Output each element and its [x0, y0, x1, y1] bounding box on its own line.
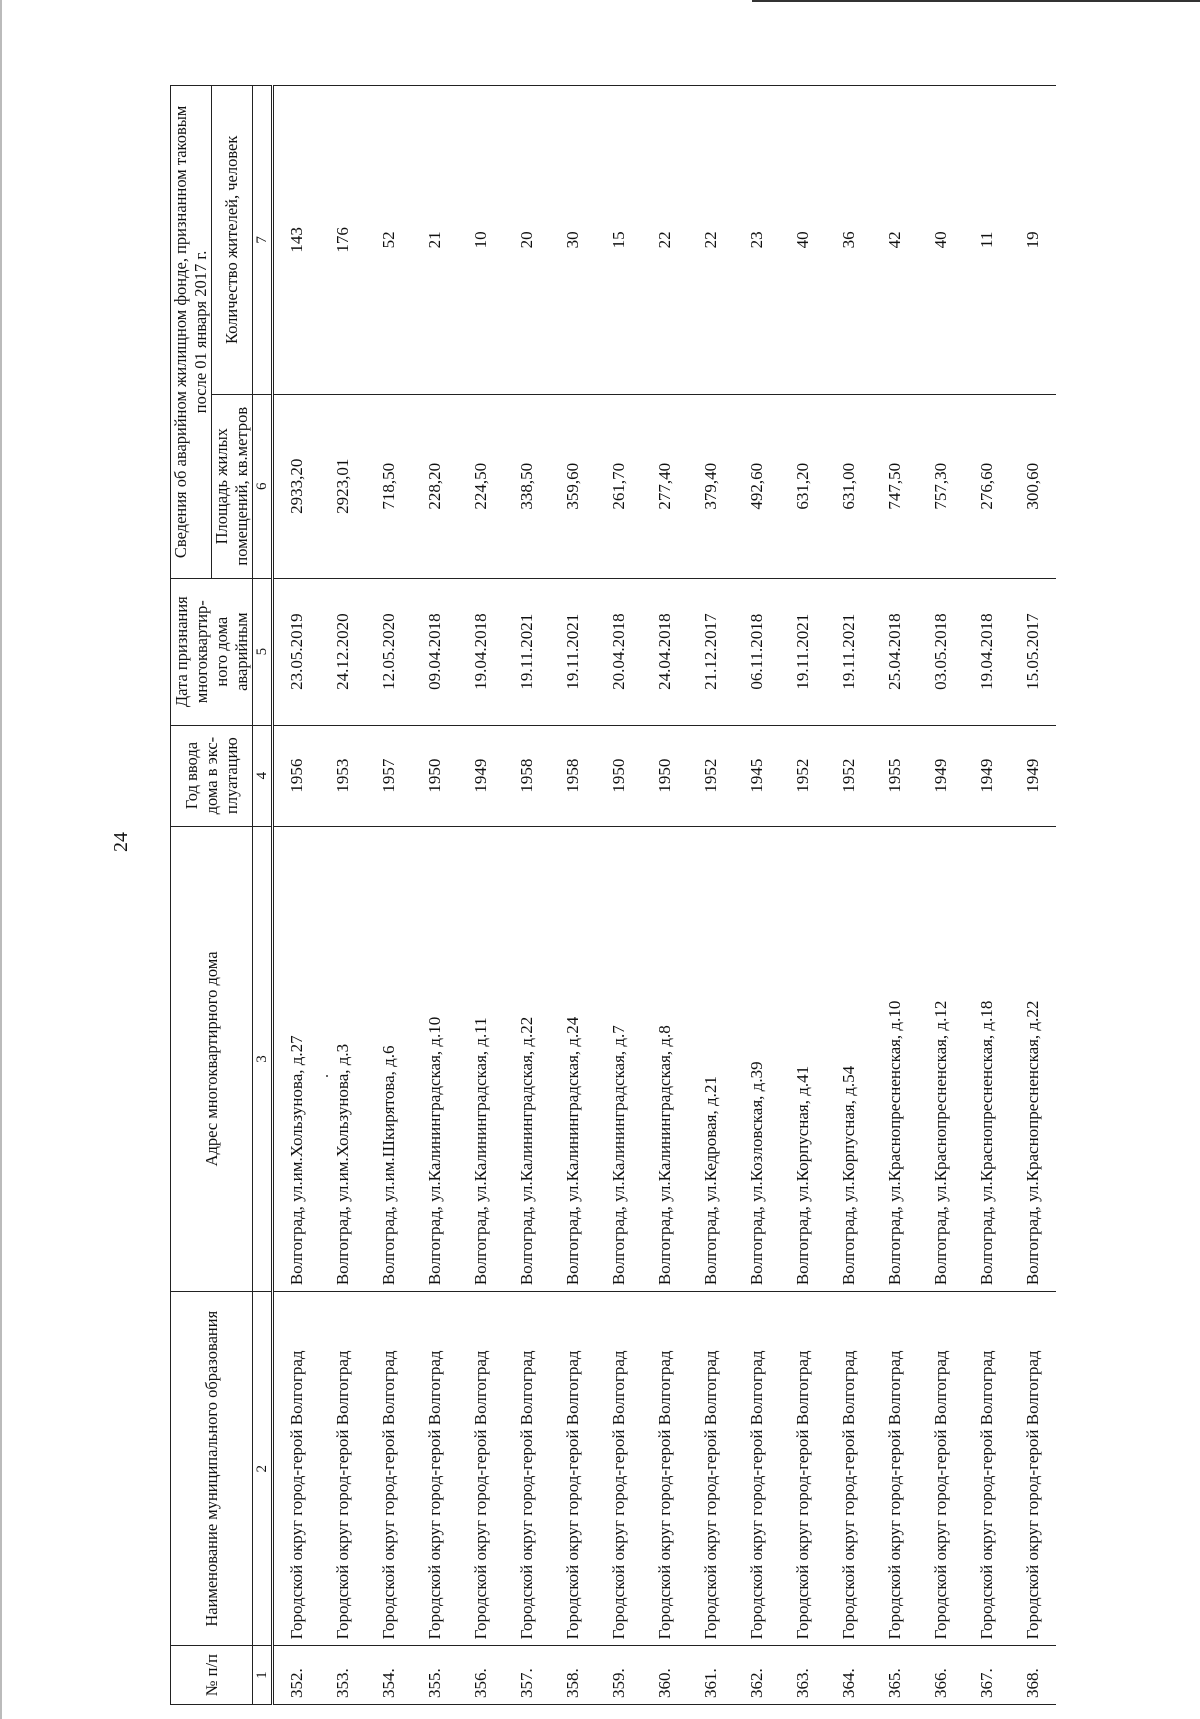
row-address: Волгоград, ул.Краснопресненская, д.22 — [1010, 826, 1056, 1291]
document-sheet — [170, 85, 1085, 1705]
row-year: 1950 — [642, 725, 688, 826]
row-address: Волгоград, ул.Краснопресненская, д.18 — [964, 826, 1010, 1291]
table-row — [734, 86, 780, 1705]
row-area: 276,60 — [964, 394, 1010, 578]
row-people: 19 — [1010, 86, 1056, 395]
row-address: Волгоград, ул.Корпусная, д.41 — [780, 826, 826, 1291]
row-number: 366. — [918, 1646, 964, 1705]
row-year: 1958 — [550, 725, 596, 826]
row-date: 19.04.2018 — [458, 578, 504, 725]
header-group: Сведения об аварийном жилищном фонде, признанном таковым после 01 января 2017 г. — [171, 86, 212, 579]
header-area: Площадь жилых помещений, кв.метров — [212, 394, 253, 578]
row-number: 365. — [872, 1646, 918, 1705]
row-address: Волгоград, ул.Корпусная, д.54 — [826, 826, 872, 1291]
row-address: Волгоград, ул.Калининградская, д.10 — [412, 826, 458, 1291]
table-row — [366, 86, 412, 1705]
row-area: 261,70 — [596, 394, 642, 578]
header-year: Год ввода дома в экс-плуатацию — [171, 725, 253, 826]
row-year: 1950 — [596, 725, 642, 826]
row-people: 22 — [642, 86, 688, 395]
row-area: 2933,20 — [273, 394, 321, 578]
row-year: 1945 — [734, 725, 780, 826]
table-row — [1010, 86, 1056, 1705]
row-date: 19.11.2021 — [780, 578, 826, 725]
table-row — [964, 86, 1010, 1705]
row-date: 25.04.2018 — [872, 578, 918, 725]
scan-edge-top — [752, 0, 1200, 2]
row-year: 1952 — [688, 725, 734, 826]
row-people: 36 — [826, 86, 872, 395]
row-area: 277,40 — [642, 394, 688, 578]
table-body — [273, 86, 1057, 1705]
table-row — [596, 86, 642, 1705]
row-area: 379,40 — [688, 394, 734, 578]
row-year: 1949 — [964, 725, 1010, 826]
header-people: Количество жителей, человек — [212, 86, 253, 395]
row-address: Волгоград, ул.Калининградская, д.7 — [596, 826, 642, 1291]
header-address: Адрес многоквартирного дома — [171, 826, 253, 1291]
row-area: 2923,01 — [320, 394, 366, 578]
row-number: 358. — [550, 1646, 596, 1705]
row-year: 1953 — [320, 725, 366, 826]
row-municipality: Городской округ город-герой Волгоград — [964, 1292, 1010, 1646]
row-municipality: Городской округ город-герой Волгоград — [872, 1292, 918, 1646]
row-municipality: Городской округ город-герой Волгоград — [320, 1292, 366, 1646]
header-num-6: 6 — [253, 394, 273, 578]
table-row — [780, 86, 826, 1705]
row-people: 143 — [273, 86, 321, 395]
table-row — [642, 86, 688, 1705]
row-year: 1957 — [366, 725, 412, 826]
row-year: 1952 — [780, 725, 826, 826]
row-number: 364. — [826, 1646, 872, 1705]
page-number: 24 — [110, 832, 132, 852]
row-number: 353. — [320, 1646, 366, 1705]
row-number: 356. — [458, 1646, 504, 1705]
row-date: 24.04.2018 — [642, 578, 688, 725]
header-date: Дата признания многоквартир-ного дома аварийным — [171, 578, 253, 725]
header-num-1: 1 — [253, 1646, 273, 1705]
row-year: 1958 — [504, 725, 550, 826]
table-row — [320, 86, 366, 1705]
row-date: 19.11.2021 — [504, 578, 550, 725]
row-address: Волгоград, ул.им.Хользунова, д.27 — [273, 826, 321, 1291]
row-address: Волгоград, ул.им.Шкирятова, д.6 — [366, 826, 412, 1291]
row-date: 23.05.2019 — [273, 578, 321, 725]
row-address: Волгоград, ул.им.Хользунова, д.3 — [320, 826, 366, 1291]
row-area: 631,00 — [826, 394, 872, 578]
header-num-4: 4 — [253, 725, 273, 826]
row-address: Волгоград, ул.Калининградская, д.22 — [504, 826, 550, 1291]
header-num-5: 5 — [253, 578, 273, 725]
row-year: 1952 — [826, 725, 872, 826]
table-row — [688, 86, 734, 1705]
row-date: 21.12.2017 — [688, 578, 734, 725]
row-date: 06.11.2018 — [734, 578, 780, 725]
row-area: 224,50 — [458, 394, 504, 578]
header-numbers-row — [253, 86, 273, 1705]
row-address: Волгоград, ул.Калининградская, д.11 — [458, 826, 504, 1291]
row-area: 757,30 — [918, 394, 964, 578]
row-municipality: Городской округ город-герой Волгоград — [642, 1292, 688, 1646]
row-area: 718,50 — [366, 394, 412, 578]
row-municipality: Городской округ город-герой Волгоград — [918, 1292, 964, 1646]
row-year: 1950 — [412, 725, 458, 826]
row-date: 12.05.2020 — [366, 578, 412, 725]
row-people: 20 — [504, 86, 550, 395]
row-municipality: Городской округ город-герой Волгоград — [734, 1292, 780, 1646]
row-people: 176 — [320, 86, 366, 395]
row-year: 1949 — [458, 725, 504, 826]
row-year: 1956 — [273, 725, 321, 826]
row-area: 492,60 — [734, 394, 780, 578]
row-number: 361. — [688, 1646, 734, 1705]
header-num-2: 2 — [253, 1292, 273, 1646]
row-year: 1949 — [918, 725, 964, 826]
table-row — [273, 86, 321, 1705]
row-people: 21 — [412, 86, 458, 395]
header-municipality: Наименование муниципального образования — [171, 1292, 253, 1646]
row-year: 1949 — [1010, 725, 1056, 826]
row-area: 338,50 — [504, 394, 550, 578]
row-municipality: Городской округ город-герой Волгоград — [596, 1292, 642, 1646]
housing-table — [170, 85, 1056, 1705]
row-area: 359,60 — [550, 394, 596, 578]
row-people: 15 — [596, 86, 642, 395]
header-num-7: 7 — [253, 86, 273, 395]
row-area: 631,20 — [780, 394, 826, 578]
row-people: 22 — [688, 86, 734, 395]
row-municipality: Городской округ город-герой Волгоград — [1010, 1292, 1056, 1646]
table-row — [826, 86, 872, 1705]
row-municipality: Городской округ город-герой Волгоград — [412, 1292, 458, 1646]
table-row — [504, 86, 550, 1705]
row-date: 20.04.2018 — [596, 578, 642, 725]
row-people: 40 — [918, 86, 964, 395]
row-date: 19.04.2018 — [964, 578, 1010, 725]
row-municipality: Городской округ город-герой Волгоград — [458, 1292, 504, 1646]
row-people: 30 — [550, 86, 596, 395]
row-municipality: Городской округ город-герой Волгоград — [366, 1292, 412, 1646]
row-year: 1955 — [872, 725, 918, 826]
row-municipality: Городской округ город-герой Волгоград — [504, 1292, 550, 1646]
row-people: 11 — [964, 86, 1010, 395]
row-people: 52 — [366, 86, 412, 395]
table-row — [918, 86, 964, 1705]
row-municipality: Городской округ город-герой Волгоград — [780, 1292, 826, 1646]
row-date: 09.04.2018 — [412, 578, 458, 725]
row-address: Волгоград, ул.Козловская, д.39 — [734, 826, 780, 1291]
row-number: 352. — [273, 1646, 321, 1705]
row-address: Волгоград, ул.Калининградская, д.8 — [642, 826, 688, 1291]
row-number: 363. — [780, 1646, 826, 1705]
row-area: 300,60 — [1010, 394, 1056, 578]
row-number: 354. — [366, 1646, 412, 1705]
row-date: 19.11.2021 — [826, 578, 872, 725]
row-number: 360. — [642, 1646, 688, 1705]
table-row — [872, 86, 918, 1705]
table-row — [412, 86, 458, 1705]
header-num-3: 3 — [253, 826, 273, 1291]
row-number: 355. — [412, 1646, 458, 1705]
row-date: 24.12.2020 — [320, 578, 366, 725]
row-number: 359. — [596, 1646, 642, 1705]
row-area: 228,20 — [412, 394, 458, 578]
row-address: Волгоград, ул.Калининградская, д.24 — [550, 826, 596, 1291]
row-municipality: Городской округ город-герой Волгоград — [273, 1292, 321, 1646]
scan-edge-left — [0, 0, 2, 1719]
row-number: 357. — [504, 1646, 550, 1705]
header-number: № п/п — [171, 1646, 253, 1705]
row-municipality: Городской округ город-герой Волгоград — [550, 1292, 596, 1646]
row-number: 368. — [1010, 1646, 1056, 1705]
row-people: 40 — [780, 86, 826, 395]
row-number: 362. — [734, 1646, 780, 1705]
row-address: Волгоград, ул.Кедровая, д.21 — [688, 826, 734, 1291]
row-address: Волгоград, ул.Краснопресненская, д.10 — [872, 826, 918, 1291]
table-row — [550, 86, 596, 1705]
row-municipality: Городской округ город-герой Волгоград — [826, 1292, 872, 1646]
table-row — [458, 86, 504, 1705]
row-number: 367. — [964, 1646, 1010, 1705]
row-date: 19.11.2021 — [550, 578, 596, 725]
row-date: 15.05.2017 — [1010, 578, 1056, 725]
row-people: 10 — [458, 86, 504, 395]
row-people: 23 — [734, 86, 780, 395]
row-area: 747,50 — [872, 394, 918, 578]
row-date: 03.05.2018 — [918, 578, 964, 725]
row-people: 42 — [872, 86, 918, 395]
header-row — [171, 86, 212, 1705]
row-address: Волгоград, ул.Краснопресненская, д.12 — [918, 826, 964, 1291]
row-municipality: Городской округ город-герой Волгоград — [688, 1292, 734, 1646]
